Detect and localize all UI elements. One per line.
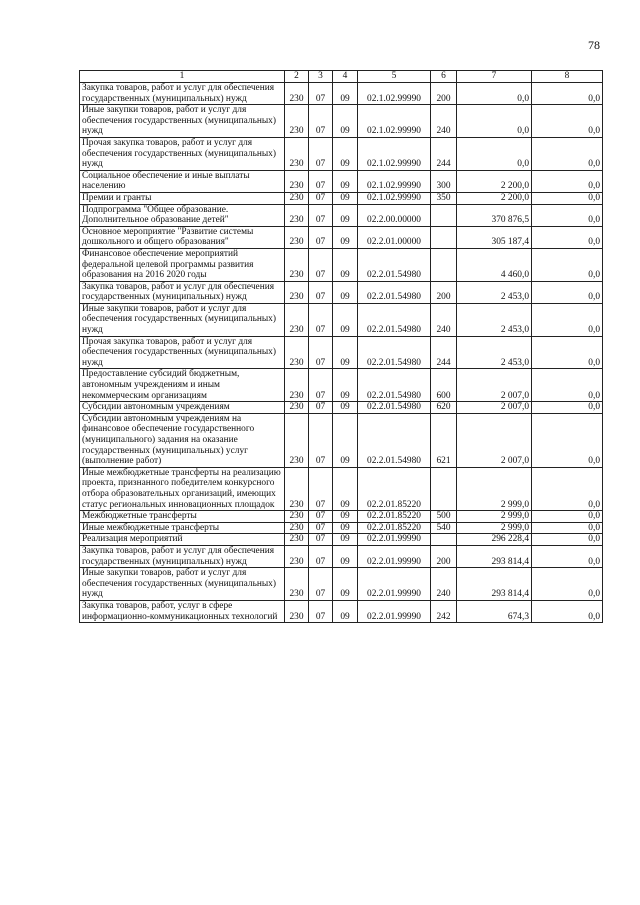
row-amount-2: 0,0 (532, 369, 603, 402)
table-row (80, 281, 603, 303)
table-row (80, 545, 603, 567)
row-subsection: 09 (333, 204, 358, 226)
row-target-code: 02.2.01.85220 (358, 467, 431, 510)
row-amount-2: 0,0 (532, 467, 603, 510)
row-target-code: 02.2.01.99990 (358, 545, 431, 567)
row-expense-type: 200 (431, 83, 457, 105)
column-header: 4 (333, 71, 358, 83)
row-subsection: 09 (333, 83, 358, 105)
column-header: 3 (309, 71, 333, 83)
row-amount-2: 0,0 (532, 137, 603, 170)
row-subsection: 09 (333, 170, 358, 192)
row-name: Иные закупки товаров, работ и услуг для обеспечения государственных (муниципальных) нужд (80, 568, 285, 601)
row-expense-type: 621 (431, 413, 457, 467)
row-admin-code: 230 (285, 369, 309, 402)
row-subsection: 09 (333, 105, 358, 138)
row-target-code: 02.1.02.99990 (358, 137, 431, 170)
row-target-code: 02.2.01.54980 (358, 413, 431, 467)
row-expense-type: 240 (431, 303, 457, 336)
table-row (80, 413, 603, 467)
row-admin-code: 230 (285, 248, 309, 281)
row-admin-code: 230 (285, 192, 309, 204)
row-name: Финансовое обеспечение мероприятий федеральной целевой программы развития образования на 2016 2020 годы (80, 248, 285, 281)
row-target-code: 02.1.02.99990 (358, 192, 431, 204)
row-subsection: 09 (333, 511, 358, 523)
row-section: 07 (309, 336, 333, 369)
row-name: Реализация мероприятий (80, 534, 285, 546)
table-row (80, 402, 603, 414)
row-admin-code: 230 (285, 413, 309, 467)
row-target-code: 02.1.02.99990 (358, 170, 431, 192)
row-expense-type (431, 204, 457, 226)
table-row (80, 568, 603, 601)
table-row (80, 336, 603, 369)
row-admin-code: 230 (285, 105, 309, 138)
row-amount-2: 0,0 (532, 402, 603, 414)
row-amount-1: 674,3 (457, 600, 532, 622)
row-amount-1: 2 999,0 (457, 467, 532, 510)
table-row (80, 369, 603, 402)
row-target-code: 02.2.01.54980 (358, 303, 431, 336)
row-section: 07 (309, 105, 333, 138)
row-admin-code: 230 (285, 522, 309, 534)
row-amount-1: 2 200,0 (457, 192, 532, 204)
row-name: Закупка товаров, работ и услуг для обеспечения государственных (муниципальных) нужд (80, 545, 285, 567)
row-section: 07 (309, 534, 333, 546)
row-amount-1: 296 228,4 (457, 534, 532, 546)
row-admin-code: 230 (285, 600, 309, 622)
row-subsection: 09 (333, 522, 358, 534)
row-name: Закупка товаров, работ и услуг для обеспечения государственных (муниципальных) нужд (80, 83, 285, 105)
row-expense-type (431, 248, 457, 281)
row-amount-1: 2 007,0 (457, 402, 532, 414)
row-target-code: 02.2.01.54980 (358, 336, 431, 369)
row-target-code: 02.2.01.99990 (358, 600, 431, 622)
row-expense-type: 240 (431, 568, 457, 601)
row-amount-2: 0,0 (532, 511, 603, 523)
row-amount-2: 0,0 (532, 413, 603, 467)
row-subsection: 09 (333, 281, 358, 303)
row-amount-1: 305 187,4 (457, 226, 532, 248)
row-subsection: 09 (333, 467, 358, 510)
row-subsection: 09 (333, 303, 358, 336)
table-row (80, 534, 603, 546)
row-name: Прочая закупка товаров, работ и услуг для обеспечения государственных (муниципальных) нужд (80, 137, 285, 170)
row-expense-type: 600 (431, 369, 457, 402)
row-admin-code: 230 (285, 511, 309, 523)
row-expense-type: 620 (431, 402, 457, 414)
row-name: Закупка товаров, работ и услуг для обеспечения государственных (муниципальных) нужд (80, 281, 285, 303)
table-row (80, 226, 603, 248)
row-amount-1: 0,0 (457, 137, 532, 170)
row-subsection: 09 (333, 545, 358, 567)
table-row (80, 192, 603, 204)
row-amount-1: 2 453,0 (457, 336, 532, 369)
row-target-code: 02.2.01.99990 (358, 534, 431, 546)
row-amount-1: 2 453,0 (457, 303, 532, 336)
row-amount-2: 0,0 (532, 226, 603, 248)
row-admin-code: 230 (285, 336, 309, 369)
row-amount-2: 0,0 (532, 534, 603, 546)
row-amount-2: 0,0 (532, 105, 603, 138)
row-amount-1: 4 460,0 (457, 248, 532, 281)
row-name: Социальное обеспечение и иные выплаты населению (80, 170, 285, 192)
row-name: Подпрограмма "Общее образование. Дополнительное образование детей" (80, 204, 285, 226)
row-amount-2: 0,0 (532, 192, 603, 204)
row-amount-2: 0,0 (532, 248, 603, 281)
row-amount-2: 0,0 (532, 336, 603, 369)
row-amount-1: 293 814,4 (457, 545, 532, 567)
row-section: 07 (309, 137, 333, 170)
row-section: 07 (309, 413, 333, 467)
row-section: 07 (309, 522, 333, 534)
row-section: 07 (309, 170, 333, 192)
row-admin-code: 230 (285, 137, 309, 170)
table-row (80, 204, 603, 226)
column-header: 2 (285, 71, 309, 83)
row-name: Прочая закупка товаров, работ и услуг для обеспечения государственных (муниципальных) нужд (80, 336, 285, 369)
table-row (80, 105, 603, 138)
row-amount-1: 370 876,5 (457, 204, 532, 226)
row-amount-1: 2 007,0 (457, 413, 532, 467)
row-target-code: 02.1.02.99990 (358, 105, 431, 138)
row-target-code: 02.2.01.54980 (358, 281, 431, 303)
row-name: Премии и гранты (80, 192, 285, 204)
column-header: 8 (532, 71, 603, 83)
row-target-code: 02.2.00.00000 (358, 204, 431, 226)
row-expense-type: 350 (431, 192, 457, 204)
row-section: 07 (309, 192, 333, 204)
row-subsection: 09 (333, 248, 358, 281)
row-admin-code: 230 (285, 83, 309, 105)
row-name: Иные межбюджетные трансферты (80, 522, 285, 534)
row-section: 07 (309, 545, 333, 567)
row-expense-type: 244 (431, 137, 457, 170)
row-subsection: 09 (333, 600, 358, 622)
row-admin-code: 230 (285, 545, 309, 567)
page-number: 78 (588, 38, 600, 52)
row-subsection: 09 (333, 369, 358, 402)
budget-table (79, 70, 603, 623)
row-expense-type: 242 (431, 600, 457, 622)
table-row (80, 511, 603, 523)
row-subsection: 09 (333, 137, 358, 170)
table-row (80, 522, 603, 534)
row-amount-1: 2 453,0 (457, 281, 532, 303)
row-amount-2: 0,0 (532, 522, 603, 534)
row-admin-code: 230 (285, 402, 309, 414)
row-section: 07 (309, 281, 333, 303)
row-expense-type: 300 (431, 170, 457, 192)
row-expense-type (431, 467, 457, 510)
row-expense-type: 240 (431, 105, 457, 138)
row-amount-1: 293 814,4 (457, 568, 532, 601)
row-admin-code: 230 (285, 568, 309, 601)
row-admin-code: 230 (285, 226, 309, 248)
row-admin-code: 230 (285, 204, 309, 226)
table-row (80, 170, 603, 192)
row-amount-2: 0,0 (532, 545, 603, 567)
row-name: Субсидии автономным учреждениям (80, 402, 285, 414)
row-expense-type: 244 (431, 336, 457, 369)
row-name: Предоставление субсидий бюджетным, автономным учреждениям и иным некоммерческим организациям (80, 369, 285, 402)
column-header: 7 (457, 71, 532, 83)
row-section: 07 (309, 467, 333, 510)
row-subsection: 09 (333, 336, 358, 369)
row-expense-type: 540 (431, 522, 457, 534)
table-row (80, 83, 603, 105)
row-amount-1: 0,0 (457, 105, 532, 138)
row-amount-1: 2 007,0 (457, 369, 532, 402)
row-section: 07 (309, 248, 333, 281)
row-target-code: 02.2.01.54980 (358, 402, 431, 414)
row-subsection: 09 (333, 413, 358, 467)
row-section: 07 (309, 600, 333, 622)
column-header: 1 (80, 71, 285, 83)
row-section: 07 (309, 303, 333, 336)
row-amount-2: 0,0 (532, 83, 603, 105)
row-section: 07 (309, 83, 333, 105)
row-expense-type: 200 (431, 545, 457, 567)
header-row (80, 71, 603, 83)
row-expense-type: 500 (431, 511, 457, 523)
row-expense-type (431, 534, 457, 546)
row-subsection: 09 (333, 568, 358, 601)
row-target-code: 02.2.01.85220 (358, 511, 431, 523)
row-amount-1: 2 999,0 (457, 511, 532, 523)
row-section: 07 (309, 204, 333, 226)
row-target-code: 02.2.01.99990 (358, 568, 431, 601)
table-row (80, 600, 603, 622)
row-amount-2: 0,0 (532, 204, 603, 226)
row-admin-code: 230 (285, 303, 309, 336)
column-header: 6 (431, 71, 457, 83)
row-target-code: 02.2.01.54980 (358, 248, 431, 281)
row-target-code: 02.1.02.99990 (358, 83, 431, 105)
row-name: Иные закупки товаров, работ и услуг для обеспечения государственных (муниципальных) нужд (80, 105, 285, 138)
row-section: 07 (309, 402, 333, 414)
row-subsection: 09 (333, 226, 358, 248)
row-subsection: 09 (333, 534, 358, 546)
table-row (80, 137, 603, 170)
row-target-code: 02.2.01.85220 (358, 522, 431, 534)
row-section: 07 (309, 369, 333, 402)
column-header: 5 (358, 71, 431, 83)
row-name: Межбюджетные трансферты (80, 511, 285, 523)
row-amount-1: 2 200,0 (457, 170, 532, 192)
row-section: 07 (309, 511, 333, 523)
row-target-code: 02.2.01.00000 (358, 226, 431, 248)
table-row (80, 248, 603, 281)
row-target-code: 02.2.01.54980 (358, 369, 431, 402)
row-admin-code: 230 (285, 170, 309, 192)
row-expense-type (431, 226, 457, 248)
row-amount-2: 0,0 (532, 568, 603, 601)
row-amount-2: 0,0 (532, 600, 603, 622)
row-section: 07 (309, 568, 333, 601)
row-subsection: 09 (333, 402, 358, 414)
table-row (80, 467, 603, 510)
row-name: Иные межбюджетные трансферты на реализацию проекта, признанного победителем конкурсного отбора образовательных организаций, имеющих статус региональных инновационных площадок (80, 467, 285, 510)
row-section: 07 (309, 226, 333, 248)
row-name: Иные закупки товаров, работ и услуг для обеспечения государственных (муниципальных) нужд (80, 303, 285, 336)
row-amount-2: 0,0 (532, 281, 603, 303)
row-amount-1: 2 999,0 (457, 522, 532, 534)
row-amount-2: 0,0 (532, 303, 603, 336)
row-expense-type: 200 (431, 281, 457, 303)
row-amount-2: 0,0 (532, 170, 603, 192)
row-name: Закупка товаров, работ, услуг в сфере информационно-коммуникационных технологий (80, 600, 285, 622)
row-name: Основное мероприятие "Развитие системы дошкольного и общего образования" (80, 226, 285, 248)
row-amount-1: 0,0 (457, 83, 532, 105)
row-name: Субсидии автономным учреждениям на финансовое обеспечение государственного (муниципального) задания на оказание государственных (муниципальных) услуг (выполнение работ) (80, 413, 285, 467)
row-subsection: 09 (333, 192, 358, 204)
row-admin-code: 230 (285, 467, 309, 510)
row-admin-code: 230 (285, 281, 309, 303)
row-admin-code: 230 (285, 534, 309, 546)
table-row (80, 303, 603, 336)
